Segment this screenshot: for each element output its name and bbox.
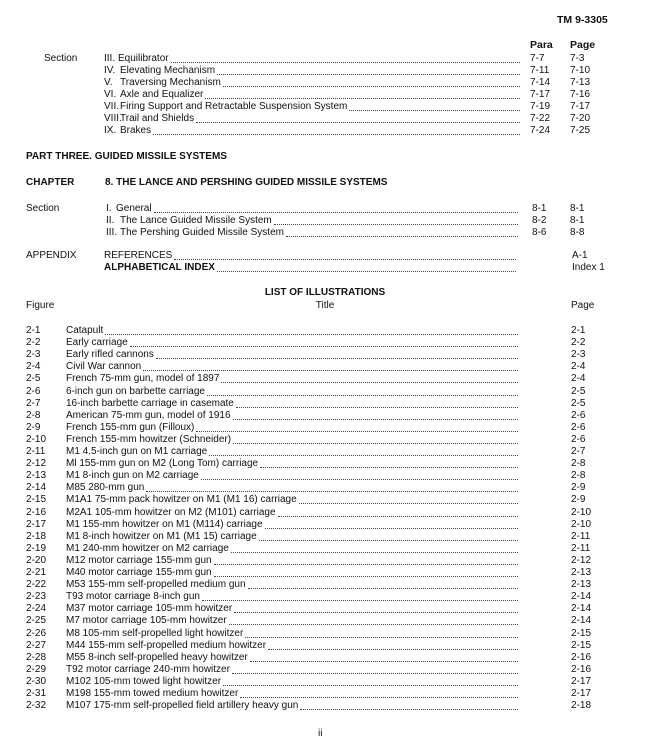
figure-page: 2-5 bbox=[571, 385, 586, 397]
section-entry bbox=[0, 203, 650, 215]
figure-title: T92 motor carriage 240-mm howitzer bbox=[66, 663, 230, 675]
dot-leader bbox=[217, 74, 520, 75]
figure-page: 2-4 bbox=[571, 373, 586, 385]
figure-number: 2-22 bbox=[26, 579, 47, 591]
section-number: III. bbox=[104, 53, 116, 64]
dot-leader bbox=[286, 236, 518, 237]
figure-page: 2-17 bbox=[571, 675, 592, 687]
figure-number: 2-9 bbox=[26, 421, 41, 433]
figure-title: M44 155-mm self-propelled medium howitzer bbox=[66, 639, 267, 651]
chapter-title: 8. THE LANCE AND PERSHING GUIDED MISSILE SYSTEMS bbox=[105, 177, 388, 188]
figure-entry bbox=[0, 458, 650, 470]
section-para: 7-14 bbox=[530, 77, 551, 88]
figure-page: 2-17 bbox=[571, 688, 592, 699]
dot-leader bbox=[214, 576, 518, 577]
appendix-title: REFERENCES bbox=[104, 250, 173, 261]
dot-leader bbox=[105, 334, 518, 335]
dot-leader bbox=[223, 86, 520, 87]
appendix-entry bbox=[0, 262, 650, 274]
figure-title: T93 motor carriage 8-inch gun bbox=[66, 591, 200, 603]
figure-page: 2-14 bbox=[571, 591, 592, 603]
dot-leader bbox=[265, 528, 518, 529]
figure-title: 6-inch gun on barbette carriage bbox=[66, 385, 205, 397]
section-number: II. bbox=[106, 215, 115, 226]
figure-page: 2-11 bbox=[571, 542, 591, 554]
dot-leader bbox=[233, 419, 518, 420]
figure-title: M53 155-mm self-propelled medium gun bbox=[66, 579, 246, 591]
section-title: Firing Support and Retractable Suspension System bbox=[120, 101, 348, 112]
figure-number: 2-5 bbox=[26, 373, 41, 385]
section-title: General bbox=[116, 203, 152, 214]
figure-number: 2-12 bbox=[26, 458, 47, 470]
figure-entry bbox=[0, 555, 650, 567]
figure-number: 2-25 bbox=[26, 615, 47, 627]
figure-number: 2-13 bbox=[26, 470, 47, 482]
appendix-title: ALPHABETICAL INDEX bbox=[104, 262, 215, 273]
figure-number: 2-26 bbox=[26, 627, 47, 639]
section-page: 7-16 bbox=[570, 89, 591, 100]
dot-leader bbox=[248, 588, 518, 589]
dot-leader bbox=[245, 637, 518, 638]
section-page: 8-8 bbox=[570, 227, 585, 238]
section-entry bbox=[0, 215, 650, 227]
part-three-heading: PART THREE. GUIDED MISSILE SYSTEMS bbox=[26, 151, 227, 162]
section-para: 7-11 bbox=[530, 65, 550, 76]
figure-title: M107 175-mm self-propelled field artillery heavy gun bbox=[66, 700, 299, 712]
figure-number: 2-27 bbox=[26, 639, 47, 651]
section-page: 8-1 bbox=[570, 215, 585, 226]
figure-title: M1 8-inch howitzer on M1 (M1 15) carriage bbox=[66, 530, 257, 542]
dot-leader bbox=[221, 382, 518, 383]
figure-title: Early rifled cannons bbox=[66, 349, 154, 361]
figure-page: 2-15 bbox=[571, 627, 592, 639]
figure-number: 2-11 bbox=[26, 446, 46, 457]
figure-number: 2-3 bbox=[26, 349, 41, 361]
figure-number: 2-17 bbox=[26, 518, 47, 530]
dot-leader bbox=[201, 479, 518, 480]
dot-leader bbox=[300, 709, 518, 710]
dot-leader bbox=[223, 685, 518, 686]
section-entry bbox=[0, 77, 650, 89]
dot-leader bbox=[154, 212, 518, 213]
figure-page: 2-14 bbox=[571, 615, 592, 627]
dot-leader bbox=[240, 697, 518, 698]
figure-page: 2-12 bbox=[571, 554, 592, 566]
figure-title: Civil War cannon bbox=[66, 361, 142, 373]
section-page: 7-17 bbox=[570, 101, 591, 112]
figure-title: M7 motor carriage 105-mm howitzer bbox=[66, 615, 227, 627]
figure-number: 2-19 bbox=[26, 542, 47, 554]
section-page: 8-1 bbox=[570, 203, 585, 214]
section-page: 7-3 bbox=[570, 53, 585, 64]
figure-page: 2-11 bbox=[571, 530, 591, 542]
figure-page: 2-13 bbox=[571, 567, 592, 578]
dot-leader bbox=[231, 552, 518, 553]
dot-leader bbox=[232, 673, 518, 674]
figure-entry bbox=[0, 640, 650, 652]
figure-page: 2-9 bbox=[571, 494, 586, 506]
figure-entry bbox=[0, 386, 650, 398]
figure-title: M12 motor carriage 155-mm gun bbox=[66, 554, 212, 566]
section-para: 8-2 bbox=[532, 215, 547, 226]
figure-page: 2-8 bbox=[571, 458, 586, 470]
section-number: VI. bbox=[104, 89, 117, 100]
figure-title: M40 motor carriage 155-mm gun bbox=[66, 567, 212, 578]
figure-entry bbox=[0, 422, 650, 434]
figure-entry bbox=[0, 373, 650, 385]
figure-entry bbox=[0, 603, 650, 615]
title-column-header: Title bbox=[315, 300, 335, 311]
dot-leader bbox=[349, 110, 520, 111]
section-number: I. bbox=[106, 203, 112, 214]
figure-number: 2-14 bbox=[26, 482, 47, 494]
section-entry bbox=[0, 113, 650, 125]
figure-page: 2-14 bbox=[571, 603, 592, 615]
figure-entry bbox=[0, 482, 650, 494]
figure-page: 2-3 bbox=[571, 349, 586, 361]
figure-title: M1 4.5-inch gun on M1 carriage bbox=[66, 446, 208, 457]
figure-number: 2-4 bbox=[26, 361, 41, 373]
figure-entry bbox=[0, 688, 650, 700]
figure-page: 2-10 bbox=[571, 518, 592, 530]
section-number: IV. bbox=[104, 65, 116, 76]
figure-title: French 155-mm howitzer (Schneider) bbox=[66, 433, 232, 445]
section-entry bbox=[0, 89, 650, 101]
figure-entry bbox=[0, 410, 650, 422]
figure-page: 2-18 bbox=[571, 700, 592, 712]
figure-entry bbox=[0, 591, 650, 603]
figure-title: M85 280-mm gun bbox=[66, 482, 145, 494]
figure-column-header: Figure bbox=[26, 300, 55, 311]
figure-page: 2-6 bbox=[571, 421, 586, 433]
section-entry bbox=[0, 53, 650, 65]
figure-title: M1A1 75-mm pack howitzer on M1 (M1 16) carriage bbox=[66, 494, 297, 506]
appendix-page: A-1 bbox=[572, 250, 588, 261]
section-entry bbox=[0, 227, 650, 239]
figure-entry bbox=[0, 615, 650, 627]
figure-page: 2-2 bbox=[571, 337, 586, 349]
figure-entry bbox=[0, 628, 650, 640]
figure-page: 2-9 bbox=[571, 482, 586, 494]
figure-title: M37 motor carriage 105-mm howitzer bbox=[66, 603, 233, 615]
section-label-ch8: Section bbox=[26, 203, 60, 214]
figure-entry bbox=[0, 398, 650, 410]
section-label: Section bbox=[44, 53, 78, 64]
figure-number: 2-23 bbox=[26, 591, 47, 603]
figure-page: 2-8 bbox=[571, 470, 586, 482]
figure-number: 2-30 bbox=[26, 675, 47, 687]
figure-page: 2-1 bbox=[571, 325, 586, 336]
chapter-label: CHAPTER bbox=[26, 177, 75, 188]
appendix-label: APPENDIX bbox=[26, 250, 77, 261]
figure-entry bbox=[0, 337, 650, 349]
page-number: ii bbox=[318, 728, 323, 739]
section-title: Traversing Mechanism bbox=[120, 77, 221, 88]
figure-number: 2-1 bbox=[26, 325, 41, 336]
dot-leader bbox=[214, 564, 518, 565]
figure-number: 2-10 bbox=[26, 433, 47, 445]
dot-leader bbox=[217, 271, 516, 272]
section-title: Equilibrator bbox=[118, 53, 169, 64]
figure-entry bbox=[0, 543, 650, 555]
section-entry bbox=[0, 65, 650, 77]
figure-page: 2-6 bbox=[571, 409, 586, 421]
figure-entry bbox=[0, 664, 650, 676]
figure-title: French 155-mm gun (Filloux) bbox=[66, 421, 195, 433]
section-page: 7-10 bbox=[570, 65, 591, 76]
page-column-header: Page bbox=[570, 39, 596, 51]
figure-title: Catapult bbox=[66, 325, 104, 336]
dot-leader bbox=[130, 346, 518, 347]
figure-page: 2-10 bbox=[571, 506, 592, 518]
section-number: IX. bbox=[104, 125, 117, 136]
dot-leader bbox=[153, 134, 520, 135]
figure-page: 2-16 bbox=[571, 663, 592, 675]
dot-leader bbox=[260, 467, 518, 468]
page-column-header-figures: Page bbox=[571, 300, 595, 311]
section-title: Axle and Equalizer bbox=[120, 89, 204, 100]
figure-entry bbox=[0, 349, 650, 361]
section-number: V. bbox=[104, 77, 113, 88]
dot-leader bbox=[268, 649, 518, 650]
figure-title: M1 155-mm howitzer on M1 (M114) carriage bbox=[66, 518, 263, 530]
figure-number: 2-8 bbox=[26, 409, 41, 421]
figure-number: 2-16 bbox=[26, 506, 47, 518]
section-title: Trail and Shields bbox=[120, 113, 195, 124]
section-para: 8-1 bbox=[532, 203, 547, 214]
figure-page: 2-7 bbox=[571, 446, 586, 457]
dot-leader bbox=[196, 122, 520, 123]
figure-title: M1 240-mm howitzer on M2 carriage bbox=[66, 542, 229, 554]
figure-title: M55 8-inch self-propelled heavy howitzer bbox=[66, 651, 248, 663]
figure-entry bbox=[0, 470, 650, 482]
figure-title: French 75-mm gun, model of 1897 bbox=[66, 373, 220, 385]
figure-entry bbox=[0, 579, 650, 591]
figure-title: Early carriage bbox=[66, 337, 128, 349]
figure-title: M2A1 105-mm howitzer on M2 (M101) carriage bbox=[66, 506, 276, 518]
dot-leader bbox=[236, 407, 518, 408]
section-page: 7-20 bbox=[570, 113, 591, 124]
illustrations-heading: LIST OF ILLUSTRATIONS bbox=[264, 287, 386, 298]
figure-entry bbox=[0, 676, 650, 688]
dot-leader bbox=[229, 624, 518, 625]
dot-leader bbox=[202, 600, 518, 601]
figure-page: 2-13 bbox=[571, 579, 592, 591]
figure-page: 2-5 bbox=[571, 397, 586, 409]
dot-leader bbox=[233, 443, 518, 444]
figure-number: 2-6 bbox=[26, 385, 41, 397]
para-column-header: Para bbox=[530, 39, 553, 51]
figure-number: 2-15 bbox=[26, 494, 47, 506]
figure-title: M102 105-mm towed light howitzer bbox=[66, 675, 222, 687]
figure-entry bbox=[0, 434, 650, 446]
section-number: VII. bbox=[104, 101, 120, 112]
figure-entry bbox=[0, 361, 650, 373]
dot-leader bbox=[174, 259, 516, 260]
section-number: III. bbox=[106, 227, 118, 238]
figure-number: 2-32 bbox=[26, 700, 47, 712]
section-para: 7-7 bbox=[530, 53, 545, 64]
figure-title: M198 155-mm towed medium howitzer bbox=[66, 688, 239, 699]
figure-title: M8 105-mm self-propelled light howitzer bbox=[66, 627, 244, 639]
figure-number: 2-24 bbox=[26, 603, 47, 615]
section-para: 8-6 bbox=[532, 227, 547, 238]
section-page: 7-13 bbox=[570, 77, 591, 88]
figure-title: 16-inch barbette carriage in casemate bbox=[66, 397, 234, 409]
figure-entry bbox=[0, 567, 650, 579]
figure-entry bbox=[0, 325, 650, 337]
figure-number: 2-18 bbox=[26, 530, 47, 542]
dot-leader bbox=[207, 395, 518, 396]
figure-title: Ml 155-mm gun on M2 (Long Tom) carriage bbox=[66, 458, 259, 470]
appendix-entry bbox=[0, 250, 650, 262]
section-entry bbox=[0, 101, 650, 113]
figure-page: 2-15 bbox=[571, 639, 592, 651]
figure-entry bbox=[0, 519, 650, 531]
dot-leader bbox=[171, 62, 520, 63]
dot-leader bbox=[143, 370, 518, 371]
dot-leader bbox=[299, 503, 518, 504]
section-title: Brakes bbox=[120, 125, 152, 136]
dot-leader bbox=[278, 516, 518, 517]
section-page: 7-25 bbox=[570, 125, 591, 136]
dot-leader bbox=[259, 540, 518, 541]
section-para: 7-24 bbox=[530, 125, 551, 136]
document-id: TM 9-3305 bbox=[557, 14, 608, 26]
section-title: The Lance Guided Missile System bbox=[120, 215, 272, 226]
figure-number: 2-31 bbox=[26, 688, 47, 699]
dot-leader bbox=[205, 98, 520, 99]
dot-leader bbox=[250, 661, 518, 662]
figure-title: American 75-mm gun, model of 1916 bbox=[66, 409, 231, 421]
figure-number: 2-28 bbox=[26, 651, 47, 663]
figure-number: 2-7 bbox=[26, 397, 41, 409]
figure-number: 2-20 bbox=[26, 554, 47, 566]
section-number: VIII. bbox=[104, 113, 122, 124]
section-title: Elevating Mechanism bbox=[120, 65, 216, 76]
figure-entry bbox=[0, 652, 650, 664]
figure-page: 2-6 bbox=[571, 433, 586, 445]
dot-leader bbox=[234, 612, 518, 613]
dot-leader bbox=[146, 491, 518, 492]
section-para: 7-19 bbox=[530, 101, 551, 112]
figure-number: 2-21 bbox=[26, 567, 47, 578]
dot-leader bbox=[156, 358, 518, 359]
dot-leader bbox=[209, 455, 518, 456]
section-title: The Pershing Guided Missile System bbox=[120, 227, 284, 238]
appendix-page: Index 1 bbox=[572, 262, 605, 273]
section-para: 7-22 bbox=[530, 113, 551, 124]
dot-leader bbox=[196, 431, 518, 432]
figure-entry bbox=[0, 700, 650, 712]
figure-entry bbox=[0, 507, 650, 519]
section-entry bbox=[0, 125, 650, 137]
figure-entry bbox=[0, 531, 650, 543]
figure-page: 2-4 bbox=[571, 361, 586, 373]
figure-number: 2-29 bbox=[26, 663, 47, 675]
figure-page: 2-16 bbox=[571, 651, 592, 663]
figure-title: M1 8-inch gun on M2 carriage bbox=[66, 470, 199, 482]
figure-entry bbox=[0, 446, 650, 458]
figure-entry bbox=[0, 494, 650, 506]
figure-number: 2-2 bbox=[26, 337, 41, 349]
section-para: 7-17 bbox=[530, 89, 551, 100]
dot-leader bbox=[274, 224, 518, 225]
